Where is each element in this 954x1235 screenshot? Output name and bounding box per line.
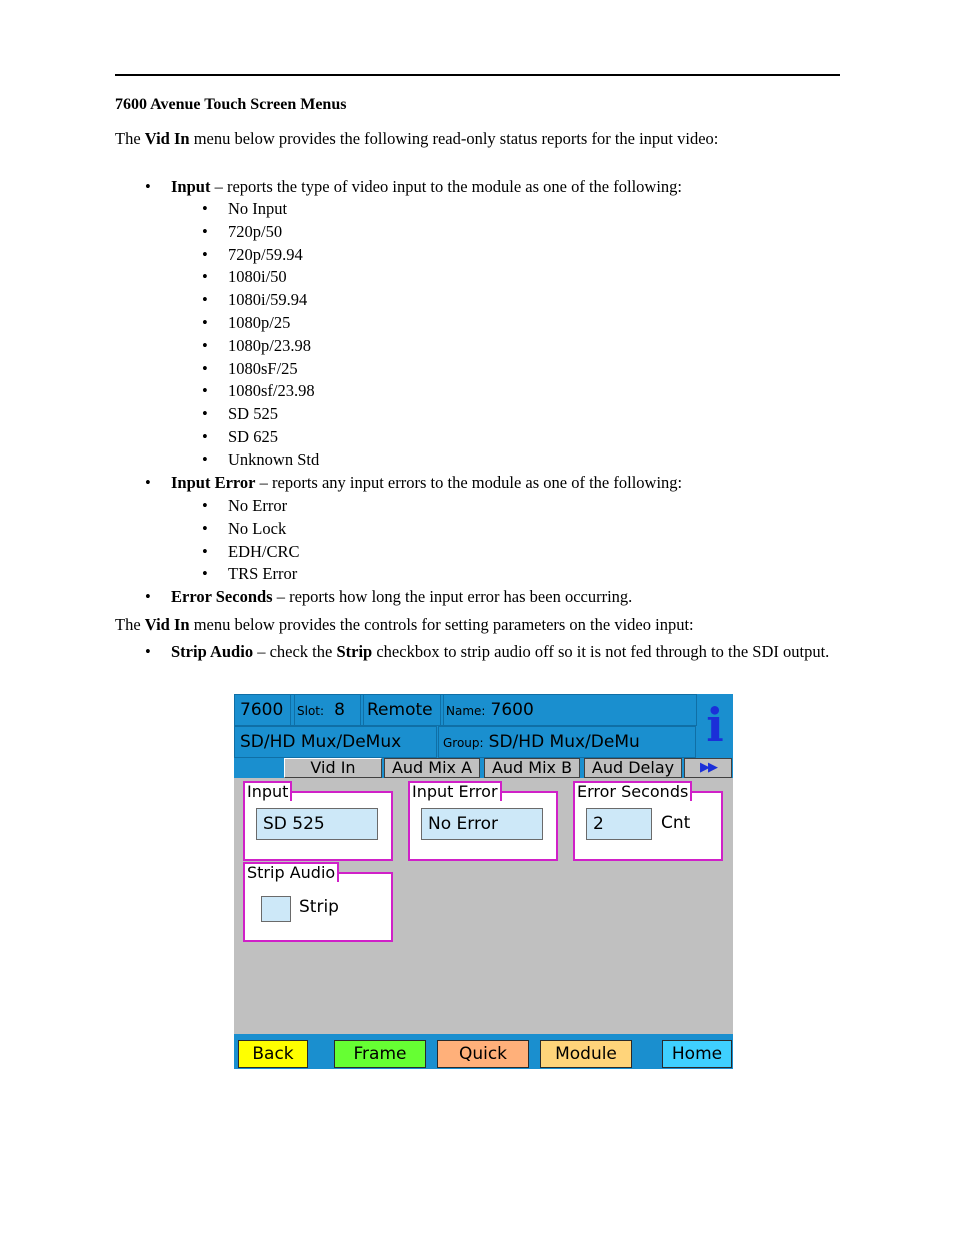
bullet-dot: • bbox=[145, 642, 151, 661]
name-cell bbox=[440, 694, 697, 726]
bullet-dot: • bbox=[202, 244, 208, 264]
top-rule bbox=[115, 74, 840, 76]
bullet-input-bold: Input bbox=[171, 177, 211, 196]
bullet-dot: • bbox=[202, 358, 208, 378]
bullet-dot: • bbox=[145, 587, 151, 606]
list-item-text: 1080sF/25 bbox=[228, 358, 298, 378]
touch-screen bbox=[234, 694, 733, 1069]
info-icon[interactable]: i bbox=[706, 698, 724, 752]
name-label: Name: bbox=[446, 704, 486, 718]
input-error-group-label: Input Error bbox=[408, 781, 502, 801]
strip-checkbox-label: Strip bbox=[299, 897, 339, 917]
bullet-dot: • bbox=[202, 404, 208, 424]
intro-paragraph bbox=[115, 128, 815, 149]
slot-value: 8 bbox=[334, 700, 345, 720]
bullet-error-bold: Input Error bbox=[171, 473, 256, 492]
more-tabs-icon[interactable]: ▶▶ bbox=[684, 758, 732, 778]
bullet-dot: • bbox=[145, 473, 151, 492]
group-cell bbox=[438, 726, 696, 758]
strip-checkbox[interactable] bbox=[261, 896, 291, 922]
bullet-dot: • bbox=[202, 541, 208, 561]
list-item-text: EDH/CRC bbox=[228, 541, 300, 561]
input-error-group bbox=[408, 791, 558, 861]
module-type-cell: SD/HD Mux/DeMux bbox=[234, 726, 437, 758]
input-group-label: Input bbox=[243, 781, 292, 801]
bullet-dot: • bbox=[202, 199, 208, 218]
list-item-text: 1080p/23.98 bbox=[228, 335, 311, 355]
bullet-dot: • bbox=[202, 290, 208, 310]
frame-button[interactable]: Frame bbox=[334, 1040, 426, 1068]
group-label: Group: bbox=[443, 736, 484, 750]
bullet-dot: • bbox=[202, 496, 208, 515]
list-item-text: SD 625 bbox=[228, 427, 278, 446]
bullet-dot: • bbox=[202, 427, 208, 446]
tab-aud-mix-b[interactable]: Aud Mix B bbox=[484, 758, 580, 778]
list-item-text: 1080p/25 bbox=[228, 313, 291, 332]
bullet-dot: • bbox=[202, 313, 208, 332]
name-value: 7600 bbox=[490, 700, 534, 720]
tab-aud-mix-a[interactable]: Aud Mix A bbox=[384, 758, 480, 778]
section-heading: 7600 Avenue Touch Screen Menus bbox=[115, 96, 347, 113]
module-button[interactable]: Module bbox=[540, 1040, 632, 1068]
home-button[interactable]: Home bbox=[662, 1040, 732, 1068]
intro-bold: Vid In bbox=[144, 129, 190, 148]
tab-vid-in[interactable]: Vid In bbox=[284, 758, 382, 778]
back-button[interactable]: Back bbox=[238, 1040, 308, 1068]
error-seconds-value-field: 2 bbox=[586, 808, 652, 840]
bullet-strip-bold2: Strip bbox=[336, 642, 373, 661]
group-value: SD/HD Mux/DeMu bbox=[488, 732, 640, 752]
list-item-text: No Error bbox=[228, 496, 288, 515]
bullet-input-text: – reports the type of video input to the module as one of the following: bbox=[210, 177, 682, 196]
tab-aud-delay[interactable]: Aud Delay bbox=[584, 758, 682, 778]
list-item-text: TRS Error bbox=[228, 564, 298, 584]
bullet-dot: • bbox=[202, 381, 208, 401]
bullet-dot: • bbox=[202, 449, 208, 469]
list-item-text: 720p/50 bbox=[228, 221, 283, 241]
bullet-dot: • bbox=[145, 177, 151, 196]
bullet-dot: • bbox=[202, 518, 208, 538]
strip-audio-group bbox=[243, 872, 393, 942]
list-item-text: 1080sf/23.98 bbox=[228, 381, 315, 401]
intro-pre: The bbox=[115, 129, 145, 148]
bullet-strip-bold: Strip Audio bbox=[171, 642, 254, 661]
slot-label: Slot: bbox=[297, 704, 325, 718]
controls-pre: The bbox=[115, 615, 145, 634]
list-item-text: SD 525 bbox=[228, 404, 278, 424]
error-seconds-group-label: Error Seconds bbox=[573, 781, 692, 801]
controls-post: menu below provides the controls for setting parameters on the video input: bbox=[189, 615, 694, 634]
tab-bar bbox=[234, 758, 733, 778]
remote-cell: Remote bbox=[360, 694, 444, 726]
list-item-text: 1080i/59.94 bbox=[228, 290, 308, 310]
error-seconds-group bbox=[573, 791, 723, 861]
list-item-text: 720p/59.94 bbox=[228, 244, 303, 264]
bullet-seconds-bold: Error Seconds bbox=[171, 587, 273, 606]
list-item-text: Unknown Std bbox=[228, 449, 320, 469]
bullet-seconds-text: – reports how long the input error has been occurring. bbox=[272, 587, 633, 606]
bullet-dot: • bbox=[202, 221, 208, 241]
model-cell: 7600 bbox=[234, 694, 295, 726]
bullet-dot: • bbox=[202, 564, 208, 584]
screen-header bbox=[234, 694, 733, 758]
bullet-dot: • bbox=[202, 267, 208, 287]
intro-post: menu below provides the following read-only status reports for the input video: bbox=[189, 129, 719, 148]
bullet-dot: • bbox=[202, 335, 208, 355]
error-seconds-unit: Cnt bbox=[661, 813, 691, 833]
bullet-strip-text1: – check the bbox=[253, 642, 337, 661]
bullet-strip-text2: checkbox to strip audio off so it is not fed through to the SDI output. bbox=[372, 642, 830, 661]
bottom-nav-bar bbox=[234, 1034, 733, 1069]
list-item-text: No Lock bbox=[228, 518, 287, 538]
quick-button[interactable]: Quick bbox=[437, 1040, 529, 1068]
slot-cell bbox=[290, 694, 364, 726]
bullet-error-text: – reports any input errors to the module as one of the following: bbox=[255, 473, 683, 492]
input-value-field: SD 525 bbox=[256, 808, 378, 840]
list-item-text: No Input bbox=[228, 199, 288, 218]
controls-paragraph bbox=[115, 614, 815, 635]
strip-audio-group-label: Strip Audio bbox=[243, 862, 339, 882]
input-error-value-field: No Error bbox=[421, 808, 543, 840]
list-item-text: 1080i/50 bbox=[228, 267, 287, 287]
controls-bold: Vid In bbox=[144, 615, 190, 634]
input-group bbox=[243, 791, 393, 861]
